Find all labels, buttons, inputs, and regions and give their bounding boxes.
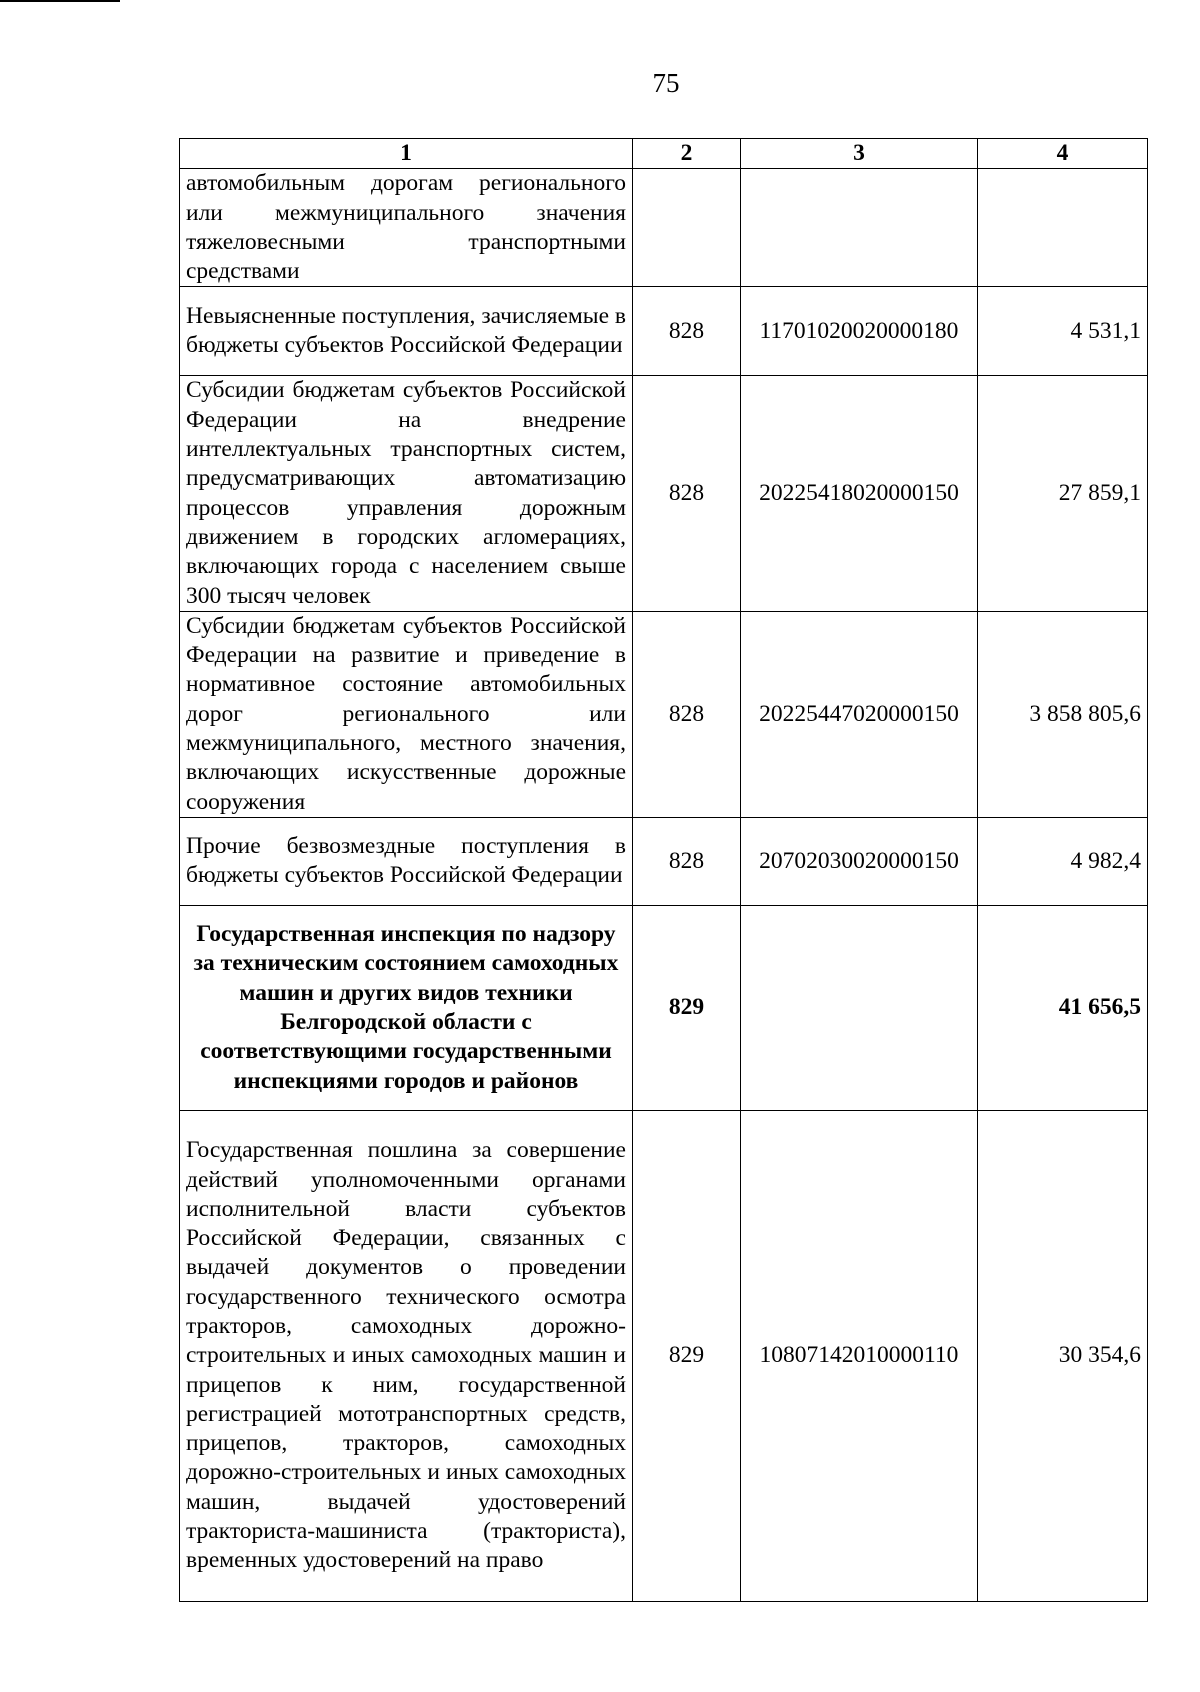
department-name-cell: Государственная инспекция по надзору за техническим состоянием самоходных машин и других видов техники Белгородской области с соответствующими государственными инспекциями городов и районов [180, 905, 633, 1110]
revenue-name-cell: Субсидии бюджетам субъектов Российской Федерации на внедрение интеллектуальных транспортных систем, предусматривающих автоматизацию процессов управления дорожным движением в городских агломерациях, включающих города с населением свыше 300 тысяч человек [180, 376, 633, 611]
admin-code-cell: 829 [633, 905, 741, 1110]
classification-code-cell [741, 169, 978, 287]
column-header-1: 1 [180, 139, 633, 169]
amount-cell [978, 169, 1148, 287]
scan-corner-mark [0, 0, 120, 2]
page-number: 75 [652, 68, 680, 98]
classification-code-cell [741, 905, 978, 1110]
admin-code-cell: 828 [633, 611, 741, 817]
classification-code-cell: 10807142010000110 [741, 1110, 978, 1601]
budget-revenue-table [179, 138, 1148, 1602]
revenue-name-cell: Государственная пошлина за совершение действий уполномоченными органами исполнительной власти субъектов Российской Федерации, связанных с выдачей документов о проведении государственного технического осмотра тракторов, самоходных дорожно-строительных и иных самоходных машин и прицепов к ним, государственной регистрацией мототранспортных средств, прицепов, тракторов, самоходных дорожно-строительных и иных самоходных машин, выдачей удостоверений тракториста-машиниста (тракториста), временных удостоверений на право [180, 1110, 633, 1601]
table-row [180, 1110, 1148, 1601]
column-header-3: 3 [741, 139, 978, 169]
admin-code-cell: 828 [633, 287, 741, 376]
classification-code-cell: 20225447020000150 [741, 611, 978, 817]
table-row [180, 611, 1148, 817]
table-row [180, 169, 1148, 287]
classification-code-cell: 20225418020000150 [741, 376, 978, 611]
revenue-name-cell: Субсидии бюджетам субъектов Российской Федерации на развитие и приведение в нормативное состояние автомобильных дорог регионального или межмуниципального, местного значения, включающих искусственные дорожные сооружения [180, 611, 633, 817]
admin-code-cell: 829 [633, 1110, 741, 1601]
column-header-2: 2 [633, 139, 741, 169]
classification-code-cell: 11701020020000180 [741, 287, 978, 376]
revenue-name-cell: Невыясненные поступления, зачисляемые в бюджеты субъектов Российской Федерации [180, 287, 633, 376]
table-row-department-heading [180, 905, 1148, 1110]
amount-cell: 3 858 805,6 [978, 611, 1148, 817]
revenue-name-cell: автомобильным дорогам регионального или межмуниципального значения тяжеловесными транспортными средствами [180, 169, 633, 287]
amount-cell: 41 656,5 [978, 905, 1148, 1110]
admin-code-cell [633, 169, 741, 287]
table-row [180, 287, 1148, 376]
table-row [180, 817, 1148, 905]
admin-code-cell: 828 [633, 376, 741, 611]
amount-cell: 27 859,1 [978, 376, 1148, 611]
admin-code-cell: 828 [633, 817, 741, 905]
amount-cell: 30 354,6 [978, 1110, 1148, 1601]
table-header-row [180, 139, 1148, 169]
revenue-name-cell: Прочие безвозмездные поступления в бюджеты субъектов Российской Федерации [180, 817, 633, 905]
amount-cell: 4 531,1 [978, 287, 1148, 376]
column-header-4: 4 [978, 139, 1148, 169]
classification-code-cell: 20702030020000150 [741, 817, 978, 905]
amount-cell: 4 982,4 [978, 817, 1148, 905]
table-row [180, 376, 1148, 611]
